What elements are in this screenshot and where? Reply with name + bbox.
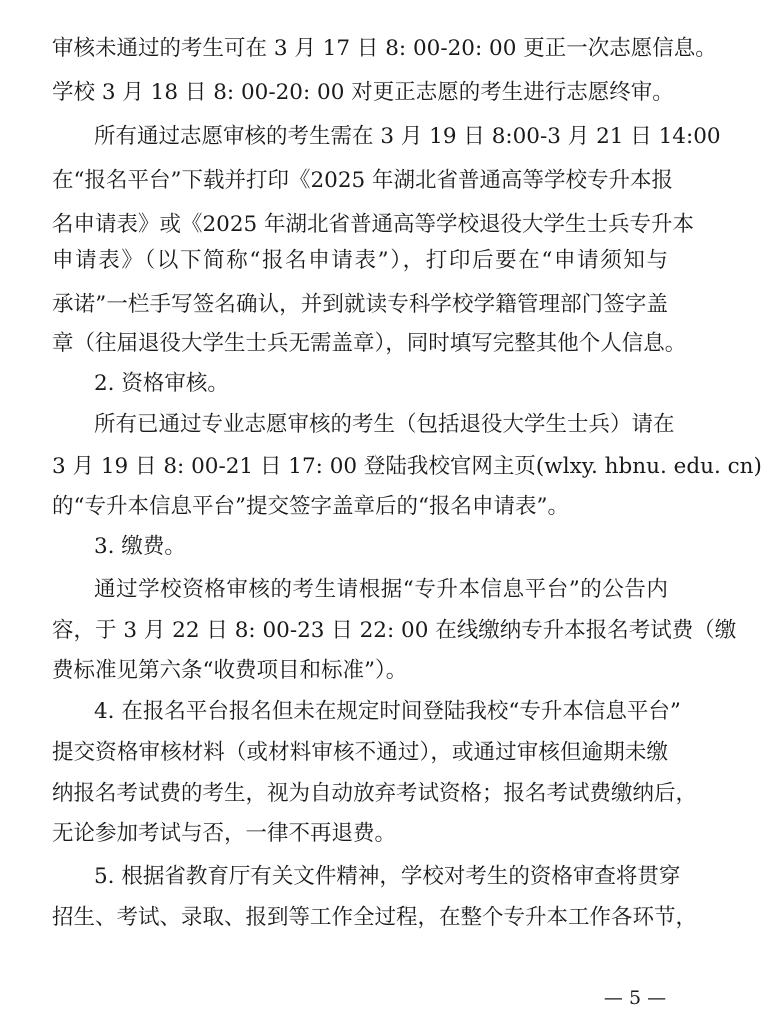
text-line-8: 章（往届退役大学生士兵无需盖章），同时填写完整其他个人信息。 (52, 331, 687, 356)
text-line-12: 的“专升本信息平台”提交签字盖章后的“报名申请表”。 (52, 494, 569, 519)
text-line-22: 招生、考试、录取、报到等工作全过程，在整个专升本工作各环节， (52, 905, 698, 930)
text-line-18: 提交资格审核材料（或材料审核不通过），或通过审核但逾期未缴 (52, 740, 668, 765)
text-line-20: 无论参加考试与否，一律不再退费。 (52, 821, 397, 846)
text-line-17: 4. 在报名平台报名但未在规定时间登陆我校“专升本信息平台” (94, 699, 681, 724)
text-line-11: 3 月 19 日 8: 00-21 日 17: 00 登陆我校官网主页(wlxy. hbnu. edu. cn) (52, 454, 762, 479)
text-line-7: 承诺”一栏手写签名确认，并到就读专科学校学籍管理部门签字盖 (52, 292, 668, 317)
text-line-5: 名申请表》或《2025 年湖北省普通高等学校退役大学生士兵专升本 (52, 212, 695, 237)
text-line-6: 申请表》（以下简称“报名申请表”），打印后要在“申请须知与 (52, 248, 668, 273)
text-line-19: 纳报名考试费的考生，视为自动放弃考试资格；报名考试费缴纳后， (52, 781, 698, 806)
text-line-4: 在“报名平台”下载并打印《2025 年湖北省普通高等学校专升本报 (52, 168, 674, 193)
text-line-21: 5. 根据省教育厅有关文件精神，学校对考生的资格审查将贯穿 (94, 864, 681, 889)
text-line-14: 通过学校资格审核的考生请根据“专升本信息平台”的公告内 (94, 577, 668, 602)
page-number: — 5 — (603, 987, 667, 1009)
text-line-2: 学校 3 月 18 日 8: 00-20: 00 对更正志愿的考生进行志愿终审。 (52, 80, 674, 105)
text-line-16: 费标准见第六条“收费项目和标准”）。 (52, 658, 408, 683)
section-heading-2: 2. 资格审核。 (94, 371, 229, 396)
text-line-10: 所有已通过专业志愿审核的考生（包括退役大学生士兵）请在 (94, 412, 675, 437)
section-heading-3: 3. 缴费。 (94, 534, 186, 559)
text-line-15: 容，于 3 月 22 日 8: 00-23 日 22: 00 在线缴纳专升本报名考试费（缴 (52, 618, 737, 643)
text-line-1: 审核未通过的考生可在 3 月 17 日 8: 00-20: 00 更正一次志愿信息。 (52, 36, 717, 61)
text-line-3: 所有通过志愿审核的考生需在 3 月 19 日 8:00-3 月 21 日 14:00 (94, 124, 721, 149)
